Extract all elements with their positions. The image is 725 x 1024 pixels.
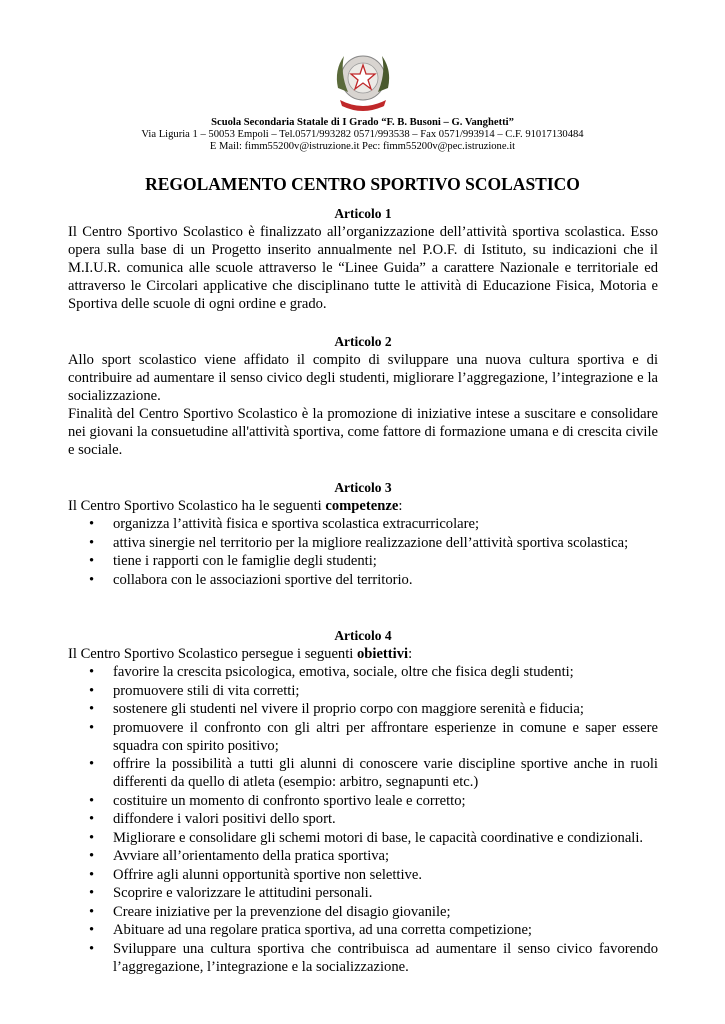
list-item [68,921,658,939]
bullet-icon: • [89,792,95,809]
bullet-icon: • [89,516,95,532]
list-item [68,810,658,828]
list-item [68,663,658,681]
school-address: Via Liguria 1 – 50053 Empoli – Tel.0571/993282 0571/993538 – Fax 0571/993914 – C.F. 91017130484 [141,129,584,140]
list-item [68,829,658,847]
list-item [68,847,658,865]
bullet-icon: • [89,829,95,846]
list-item-text: favorire la crescita psicologica, emotiva, sociale, oltre che fisica degli studenti; [113,664,574,680]
list-item-text: Sviluppare una cultura sportiva che contribuisca ad aumentare il senso civico favorendo l’aggregazione, l’integrazione e la socializzazione. [113,940,658,975]
article-4-heading: Articolo 4 [334,628,392,643]
article-3-heading: Articolo 3 [334,480,392,495]
bullet-icon: • [89,664,95,680]
list-item [68,940,658,976]
list-item-text: Creare iniziative per la prevenzione del disagio giovanile; [113,903,451,920]
list-item [68,700,658,718]
bullet-icon: • [89,940,95,957]
school-email: E Mail: fimm55200v@istruzione.it Pec: fimm55200v@pec.istruzione.it [209,141,516,152]
article-1-text: Il Centro Sportivo Scolastico è finalizzato all’organizzazione dell’attività sportiva scolastica. Esso opera sulla base di un Progetto inserito annualmente nel P.O.F. di Istituto, su indicazioni che il M.I.U.R. comunica alle scuole attraverso le “Linee Guida” a carattere Nazionale e territoriale ed attraverso le Circolari applicative che disciplinano tutte le attività di Educazione Fisica, Motoria e Sportiva delle scuole di ogni ordine e grado. [68,224,658,312]
bullet-icon: • [89,571,95,588]
bullet-icon: • [89,922,95,938]
article-2-heading: Articolo 2 [334,334,392,349]
bullet-icon: • [89,719,95,736]
list-item-text: Abituare ad una regolare pratica sportiva, ad una corretta competizione; [113,922,532,938]
bullet-icon: • [89,885,95,901]
list-item-text: Migliorare e consolidare gli schemi motori di base, le capacità coordinative e condizionali. [113,829,644,846]
document-body [68,205,658,976]
list-item-text: organizza l’attività fisica e sportiva scolastica extracurricolare; [113,516,480,532]
bullet-icon: • [89,553,95,569]
list-item [68,571,658,589]
list-item [68,515,658,533]
list-item-text: attiva sinergie nel territorio per la migliore realizzazione dell’attività sportiva scolastica; [113,534,629,551]
bullet-icon: • [89,682,95,699]
article-3-list [68,515,658,589]
bullet-icon: • [89,701,95,717]
bullet-icon: • [89,534,95,551]
article-4-list [68,663,658,976]
list-item-text: sostenere gli studenti nel vivere il proprio corpo con maggiore serenità e fiducia; [113,701,584,717]
article-2-text-2: Finalità del Centro Sportivo Scolastico è la promozione di iniziative intese a suscitare e consolidare nei giovani la consuetudine all'attività sportiva, come fattore di formazione umana e di crescita civile e sociale. [68,406,658,458]
list-item-text: diffondere i valori positivi dello sport. [113,811,336,827]
list-item [68,719,658,755]
list-item-text: Scoprire e valorizzare le attitudini personali. [113,885,373,901]
school-name: Scuola Secondaria Statale di I Grado “F. B. Busoni – G. Vanghetti” [211,117,514,128]
list-item-text: promuovere stili di vita corretti; [113,682,300,699]
bullet-icon: • [89,848,95,864]
list-item-text: costituire un momento di confronto sportivo leale e corretto; [113,792,466,809]
list-item-text: offrire la possibilità a tutti gli alunni di conoscere varie discipline sportive anche in ruoli differenti da quello di atleta (esempio: arbitro, segnapunti etc.) [113,756,658,790]
list-item [68,552,658,570]
list-item-text: tiene i rapporti con le famiglie degli studenti; [113,553,377,569]
article-4-intro: Il Centro Sportivo Scolastico persegue i seguenti obiettivi: [68,646,413,662]
list-item [68,866,658,884]
list-item [68,682,658,700]
bullet-icon: • [89,866,95,883]
list-item-text: collabora con le associazioni sportive del territorio. [113,571,413,588]
list-item [68,792,658,810]
list-item [68,755,658,791]
document-title: REGOLAMENTO CENTRO SPORTIVO SCOLASTICO [145,174,580,194]
list-item [68,534,658,552]
bullet-icon: • [89,756,95,772]
bullet-icon: • [89,903,95,920]
bullet-icon: • [89,811,95,827]
article-3-intro: Il Centro Sportivo Scolastico ha le seguenti competenze: [68,498,403,514]
list-item [68,903,658,921]
list-item-text: promuovere il confronto con gli altri per affrontare esperienze in comune e saper essere squadra con spirito positivo; [113,719,658,754]
list-item-text: Offrire agli alunni opportunità sportive non selettive. [113,866,422,883]
italian-republic-emblem-logo [330,48,396,116]
list-item-text: Avviare all’orientamento della pratica sportiva; [113,848,390,864]
list-item [68,884,658,902]
article-1-heading: Articolo 1 [334,206,392,221]
article-2-text-1: Allo sport scolastico viene affidato il compito di sviluppare una nuova cultura sportiva e di contribuire ad aumentare il senso civico degli studenti, migliorare l’aggregazione, l’integrazione e la socializzazione. [68,352,658,404]
